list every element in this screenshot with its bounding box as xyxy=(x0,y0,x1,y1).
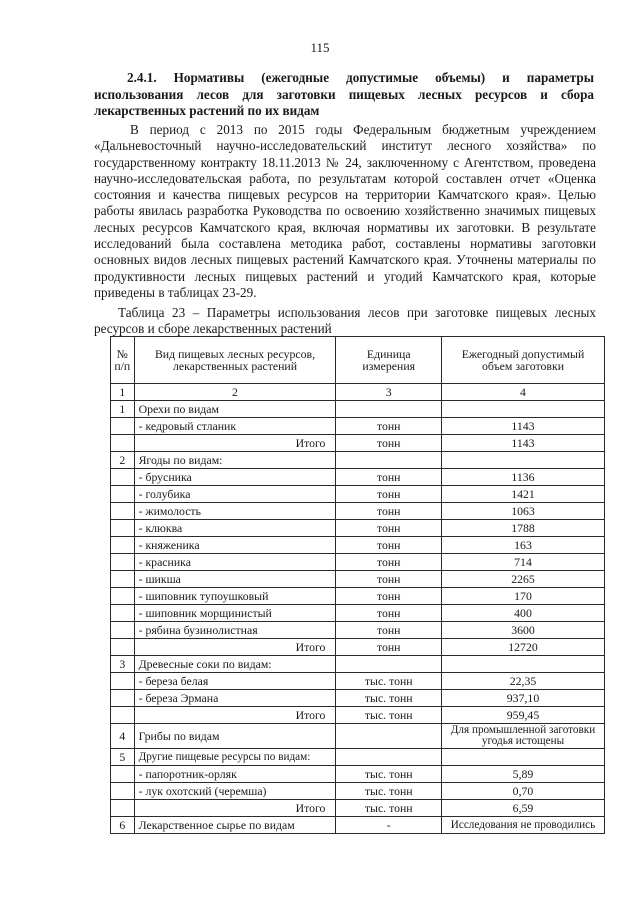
cell-resource: - жимолость xyxy=(134,503,336,520)
cell-unit: тонн xyxy=(336,520,442,537)
cell-number xyxy=(111,537,135,554)
cell-resource: Итого xyxy=(134,707,336,724)
cell-resource: - голубика xyxy=(134,486,336,503)
body-paragraph: В период с 2013 по 2015 годы Федеральным бюджетным учреждением «Дальневосточный научно-исследовательский институт лесного хозяйства» по государственному контракту 18.11.2013 № 24, заключенному с Агентством, проведена научно-исследовательская работа, по результатам которой составлен отчет «Оценка состояния и качества пищевых ресурсов на территории Камчатского края». Целью работы явилась разработка Руководства по освоению хозяйственно значимых пищевых лесных ресурсов Камчатского края, включая нормативы их заготовки. В результате исследований была составлена методика работ, составлены нормативы заготовки основных видов лесных пищевых растений Камчатского края. Уточнены материалы по продуктивности лесных пищевых растений и угодий Камчатского края, которые приведены в таблицах 23-29. xyxy=(94,122,596,300)
cell-volume: 5,89 xyxy=(442,766,605,783)
cell-volume: 12720 xyxy=(442,639,605,656)
table-row xyxy=(111,418,605,435)
cell-unit: тыс. тонн xyxy=(336,766,442,783)
cell-number: 1 xyxy=(111,401,135,418)
table-total-row xyxy=(111,639,605,656)
cell-unit xyxy=(336,452,442,469)
column-number-cell: 1 xyxy=(111,384,135,401)
cell-unit xyxy=(336,749,442,766)
cell-unit: тонн xyxy=(336,639,442,656)
table-header-row xyxy=(111,337,605,384)
cell-volume xyxy=(442,749,605,766)
cell-number xyxy=(111,435,135,452)
section-heading xyxy=(94,70,594,120)
cell-unit: - xyxy=(336,817,442,834)
cell-resource: - красника xyxy=(134,554,336,571)
cell-unit: тонн xyxy=(336,469,442,486)
cell-volume: 1063 xyxy=(442,503,605,520)
cell-number xyxy=(111,520,135,537)
cell-volume: Исследования не проводились xyxy=(442,817,605,834)
cell-volume: 170 xyxy=(442,588,605,605)
column-number-cell: 3 xyxy=(336,384,442,401)
cell-volume xyxy=(442,452,605,469)
cell-unit: тонн xyxy=(336,503,442,520)
table-row xyxy=(111,554,605,571)
cell-resource: - шиповник тупоушковый xyxy=(134,588,336,605)
table-row xyxy=(111,588,605,605)
cell-volume: 937,10 xyxy=(442,690,605,707)
table-row xyxy=(111,673,605,690)
cell-volume: 1143 xyxy=(442,435,605,452)
cell-volume xyxy=(442,656,605,673)
cell-volume: 959,45 xyxy=(442,707,605,724)
cell-resource: - береза белая xyxy=(134,673,336,690)
cell-unit: тонн xyxy=(336,588,442,605)
cell-unit: тонн xyxy=(336,554,442,571)
cell-resource: - береза Эрмана xyxy=(134,690,336,707)
table-row xyxy=(111,724,605,749)
cell-unit: тыс. тонн xyxy=(336,800,442,817)
cell-resource: Орехи по видам xyxy=(134,401,336,418)
table-row xyxy=(111,537,605,554)
cell-resource: Итого xyxy=(134,639,336,656)
cell-unit: тыс. тонн xyxy=(336,783,442,800)
cell-volume: 6,59 xyxy=(442,800,605,817)
cell-volume: 1143 xyxy=(442,418,605,435)
cell-resource: Древесные соки по видам: xyxy=(134,656,336,673)
table-row xyxy=(111,749,605,766)
table-row xyxy=(111,469,605,486)
cell-number xyxy=(111,554,135,571)
cell-volume: 1421 xyxy=(442,486,605,503)
header-cell-unit: Единица измерения xyxy=(336,337,442,384)
table-row xyxy=(111,605,605,622)
table-row xyxy=(111,766,605,783)
table-row xyxy=(111,486,605,503)
section-number: 2.4.1. xyxy=(127,70,157,85)
cell-number: 2 xyxy=(111,452,135,469)
cell-volume: 163 xyxy=(442,537,605,554)
cell-unit: тыс. тонн xyxy=(336,690,442,707)
cell-number xyxy=(111,800,135,817)
cell-unit: тонн xyxy=(336,571,442,588)
cell-resource: Другие пищевые ресурсы по видам: xyxy=(134,749,336,766)
cell-number xyxy=(111,503,135,520)
page-number: 115 xyxy=(310,40,330,55)
table-row xyxy=(111,656,605,673)
cell-resource: - рябина бузинолистная xyxy=(134,622,336,639)
table-total-row xyxy=(111,435,605,452)
cell-resource: - шикша xyxy=(134,571,336,588)
cell-unit: тонн xyxy=(336,622,442,639)
table-row xyxy=(111,503,605,520)
cell-number xyxy=(111,690,135,707)
cell-number xyxy=(111,486,135,503)
cell-number xyxy=(111,639,135,656)
cell-unit: тонн xyxy=(336,435,442,452)
cell-number xyxy=(111,707,135,724)
cell-unit: тонн xyxy=(336,537,442,554)
cell-resource: Грибы по видам xyxy=(134,724,336,749)
table-row xyxy=(111,452,605,469)
section-title: Нормативы (ежегодные допустимые объемы) и параметры использования лесов для заготовки пищевых лесных ресурсов и сбора лекарственных растений по их видам xyxy=(94,70,594,118)
column-number-cell: 2 xyxy=(134,384,336,401)
cell-unit: тонн xyxy=(336,418,442,435)
cell-volume: 1136 xyxy=(442,469,605,486)
table-row xyxy=(111,690,605,707)
cell-unit: тыс. тонн xyxy=(336,673,442,690)
cell-resource: Итого xyxy=(134,435,336,452)
cell-volume: Для промышленной заготовки угодья истощены xyxy=(442,724,605,749)
header-cell-number: № п/п xyxy=(111,337,135,384)
cell-volume xyxy=(442,401,605,418)
cell-number xyxy=(111,418,135,435)
cell-number xyxy=(111,673,135,690)
cell-number xyxy=(111,766,135,783)
cell-resource: - клюква xyxy=(134,520,336,537)
cell-volume: 3600 xyxy=(442,622,605,639)
cell-volume: 400 xyxy=(442,605,605,622)
table-caption: Таблица 23 – Параметры использования лесов при заготовке пищевых лесных ресурсов и сборе лекарственных растений xyxy=(94,305,596,336)
table-row xyxy=(111,622,605,639)
table-row xyxy=(111,520,605,537)
cell-unit: тонн xyxy=(336,486,442,503)
cell-number: 5 xyxy=(111,749,135,766)
cell-number xyxy=(111,783,135,800)
column-number-cell: 4 xyxy=(442,384,605,401)
cell-resource: - папоротник-орляк xyxy=(134,766,336,783)
cell-number xyxy=(111,469,135,486)
cell-number: 6 xyxy=(111,817,135,834)
resources-table xyxy=(110,336,605,834)
cell-volume: 0,70 xyxy=(442,783,605,800)
cell-volume: 2265 xyxy=(442,571,605,588)
table-row xyxy=(111,817,605,834)
cell-number: 3 xyxy=(111,656,135,673)
cell-volume: 22,35 xyxy=(442,673,605,690)
cell-unit xyxy=(336,401,442,418)
cell-number xyxy=(111,622,135,639)
cell-resource: - шиповник морщинистый xyxy=(134,605,336,622)
cell-number xyxy=(111,588,135,605)
table-row xyxy=(111,571,605,588)
cell-number xyxy=(111,571,135,588)
cell-resource: - брусника xyxy=(134,469,336,486)
cell-resource: Итого xyxy=(134,800,336,817)
table-total-row xyxy=(111,800,605,817)
cell-unit xyxy=(336,656,442,673)
cell-unit xyxy=(336,724,442,749)
header-cell-volume: Ежегодный допустимый объем заготовки xyxy=(442,337,605,384)
cell-volume: 714 xyxy=(442,554,605,571)
cell-number: 4 xyxy=(111,724,135,749)
cell-unit: тыс. тонн xyxy=(336,707,442,724)
table-row xyxy=(111,401,605,418)
cell-resource: - кедровый стланик xyxy=(134,418,336,435)
cell-unit: тонн xyxy=(336,605,442,622)
cell-resource: Ягоды по видам: xyxy=(134,452,336,469)
cell-resource: - лук охотский (черемша) xyxy=(134,783,336,800)
cell-resource: - княженика xyxy=(134,537,336,554)
table-total-row xyxy=(111,707,605,724)
header-cell-resource: Вид пищевых лесных ресурсов, лекарственных растений xyxy=(134,337,336,384)
table-row xyxy=(111,783,605,800)
column-number-row xyxy=(111,384,605,401)
cell-volume: 1788 xyxy=(442,520,605,537)
cell-number xyxy=(111,605,135,622)
cell-resource: Лекарственное сырье по видам xyxy=(134,817,336,834)
